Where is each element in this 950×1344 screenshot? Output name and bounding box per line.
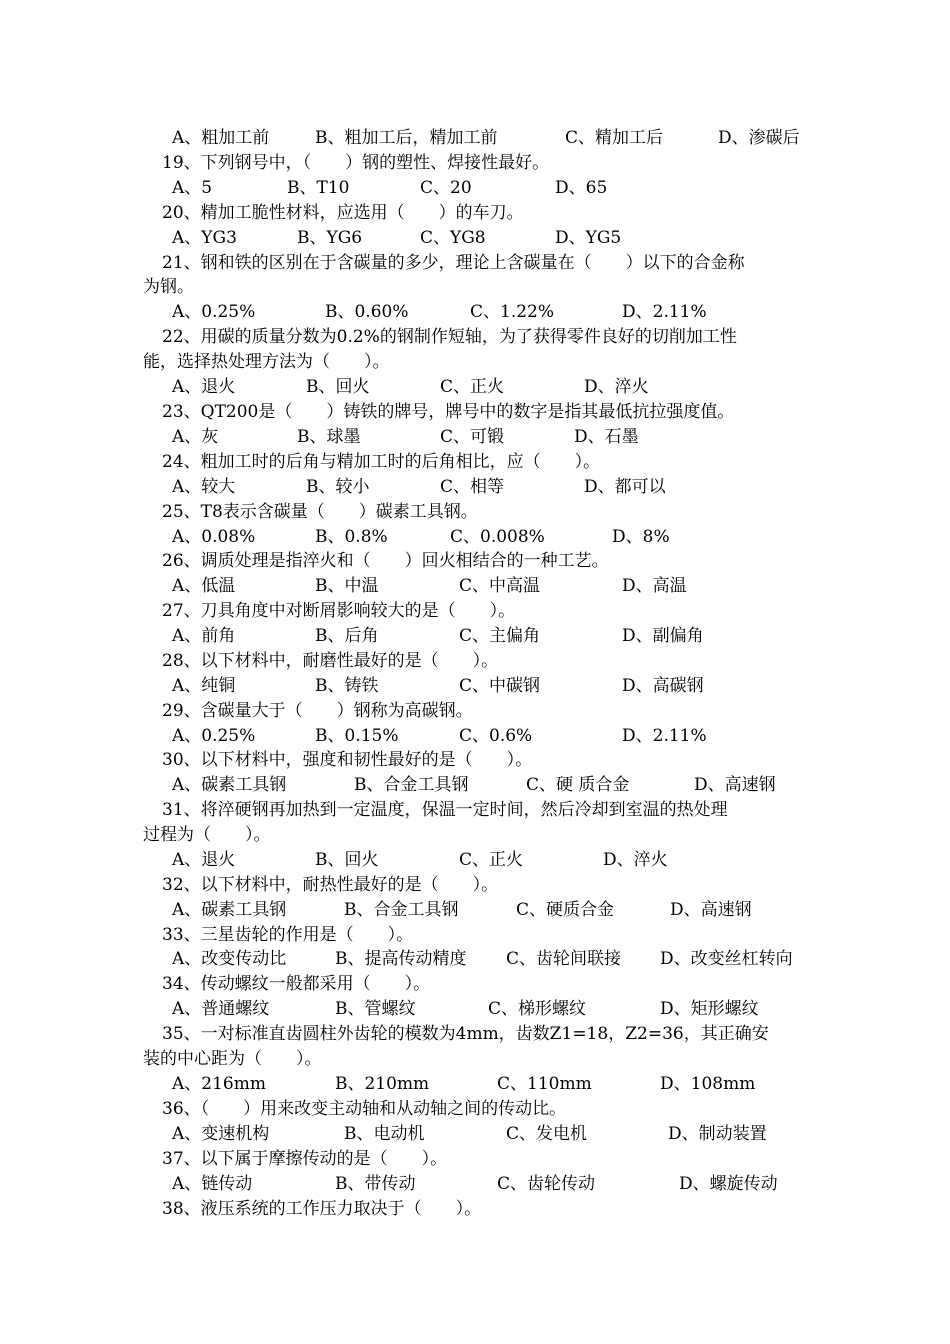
option-b: B、提高传动精度	[335, 949, 467, 969]
option-b: B、210mm	[335, 1074, 430, 1094]
option-row	[0, 425, 950, 449]
question-36	[0, 1097, 950, 1121]
option-a: A、普通螺纹	[172, 999, 270, 1019]
option-b: B、后角	[315, 626, 379, 646]
question-37	[0, 1147, 950, 1171]
option-a: A、改变传动比	[172, 949, 287, 969]
option-a: A、粗加工前	[172, 128, 270, 148]
question-22-cont	[0, 350, 950, 374]
question-32	[0, 873, 950, 897]
question-25	[0, 500, 950, 524]
option-row	[0, 674, 950, 698]
question-text: 能，选择热处理方法为（ ）。	[143, 352, 390, 372]
option-a: A、低温	[172, 576, 236, 596]
option-d: D、2.11%	[622, 302, 707, 322]
option-d: D、淬火	[584, 377, 649, 397]
question-text: 19、下列钢号中，（ ）钢的塑性、焊接性最好。	[162, 153, 550, 173]
option-b: B、回火	[315, 850, 379, 870]
question-30	[0, 748, 950, 772]
question-text: 25、T8表示含碳量（ ）碳素工具钢。	[162, 502, 478, 522]
option-row	[0, 724, 950, 748]
question-text: 30、以下材料中，强度和韧性最好的是（ ）。	[162, 750, 533, 770]
option-a: A、链传动	[172, 1174, 253, 1194]
option-d: D、108mm	[660, 1074, 756, 1094]
option-b: B、粗加工后，精加工前	[315, 128, 498, 148]
question-31	[0, 798, 950, 822]
option-a: A、碳素工具钢	[172, 900, 287, 920]
option-a: A、前角	[172, 626, 236, 646]
option-d: D、65	[555, 178, 608, 198]
question-text: 31、将淬硬钢再加热到一定温度，保温一定时间，然后冷却到室温的热处理	[162, 800, 728, 820]
option-c: C、20	[420, 178, 472, 198]
question-34	[0, 972, 950, 996]
question-text: 28、以下材料中，耐磨性最好的是（ ）。	[162, 651, 499, 671]
option-d: D、高速钢	[670, 900, 752, 920]
option-a: A、较大	[172, 477, 236, 497]
question-text: 26、调质处理是指淬火和（ ）回火相结合的一种工艺。	[162, 551, 609, 571]
question-text: 20、精加工脆性材料，应选用（ ）的车刀。	[162, 203, 524, 223]
question-19	[0, 151, 950, 175]
option-a: A、5	[172, 178, 213, 198]
option-row	[0, 1122, 950, 1146]
option-row	[0, 375, 950, 399]
question-text: 36、（ ）用来改变主动轴和从动轴之间的传动比。	[162, 1099, 567, 1119]
option-c: C、1.22%	[470, 302, 555, 322]
option-d: D、高碳钢	[622, 676, 704, 696]
option-d: D、螺旋传动	[679, 1174, 778, 1194]
option-a: A、变速机构	[172, 1124, 270, 1144]
option-b: B、合金工具钢	[354, 775, 469, 795]
option-c: C、硬 质合金	[526, 775, 630, 795]
option-row	[0, 574, 950, 598]
option-c: C、正火	[459, 850, 524, 870]
question-33	[0, 923, 950, 947]
option-c: C、梯形螺纹	[488, 999, 587, 1019]
option-b: B、电动机	[344, 1124, 425, 1144]
option-d: D、渗碳后	[718, 128, 800, 148]
option-b: B、较小	[306, 477, 370, 497]
option-row	[0, 525, 950, 549]
option-a: A、退火	[172, 850, 236, 870]
question-text: 27、刀具角度中对断屑影响较大的是（ ）。	[162, 601, 516, 621]
option-c: C、中高温	[459, 576, 541, 596]
option-c: C、中碳钢	[459, 676, 541, 696]
option-row	[0, 300, 950, 324]
option-d: D、改变丝杠转向	[660, 949, 793, 969]
option-b: B、0.15%	[315, 726, 399, 746]
option-d: D、矩形螺纹	[660, 999, 759, 1019]
option-c: C、正火	[440, 377, 505, 397]
question-28	[0, 649, 950, 673]
option-b: B、中温	[315, 576, 379, 596]
option-d: D、高速钢	[694, 775, 776, 795]
question-24	[0, 450, 950, 474]
option-b: B、YG6	[297, 228, 363, 248]
option-row	[0, 624, 950, 648]
question-text: 38、液压系统的工作压力取决于（ ）。	[162, 1199, 482, 1219]
option-b: B、合金工具钢	[344, 900, 459, 920]
question-text: 23、QT200是（ ）铸铁的牌号，牌号中的数字是指其最低抗拉强度值。	[162, 402, 735, 422]
option-c: C、0.008%	[450, 527, 545, 547]
option-b: B、0.60%	[325, 302, 409, 322]
question-22	[0, 325, 950, 349]
option-a: A、YG3	[172, 228, 237, 248]
question-29	[0, 699, 950, 723]
option-b: B、T10	[287, 178, 350, 198]
option-d: D、高温	[622, 576, 687, 596]
option-a: A、碳素工具钢	[172, 775, 287, 795]
option-a: A、退火	[172, 377, 236, 397]
question-21	[0, 251, 950, 275]
option-d: D、淬火	[603, 850, 668, 870]
question-35	[0, 1022, 950, 1046]
question-31-cont	[0, 823, 950, 847]
option-b: B、带传动	[335, 1174, 416, 1194]
option-c: C、相等	[440, 477, 505, 497]
option-d: D、2.11%	[622, 726, 707, 746]
option-row	[0, 1172, 950, 1196]
option-d: D、石墨	[574, 427, 639, 447]
question-text: 装的中心距为（ ）。	[143, 1049, 322, 1069]
option-c: C、发电机	[506, 1124, 588, 1144]
option-c: C、齿轮间联接	[506, 949, 622, 969]
question-text: 33、三星齿轮的作用是（ ）。	[162, 925, 414, 945]
question-27	[0, 599, 950, 623]
option-row	[0, 126, 950, 150]
option-c: C、可锻	[440, 427, 505, 447]
option-c: C、110mm	[497, 1074, 592, 1094]
option-c: C、主偏角	[459, 626, 541, 646]
option-c: C、YG8	[420, 228, 486, 248]
option-row	[0, 997, 950, 1021]
option-c: C、齿轮传动	[497, 1174, 596, 1194]
option-d: D、YG5	[555, 228, 622, 248]
option-b: B、管螺纹	[335, 999, 416, 1019]
question-text: 22、用碳的质量分数为0.2%的钢制作短轴，为了获得零件良好的切削加工性	[162, 327, 737, 347]
option-d: D、都可以	[584, 477, 666, 497]
question-35-cont	[0, 1047, 950, 1071]
question-text: 29、含碳量大于（ ）钢称为高碳钢。	[162, 701, 473, 721]
question-26	[0, 549, 950, 573]
question-text: 32、以下材料中，耐热性最好的是（ ）。	[162, 875, 499, 895]
question-38	[0, 1197, 950, 1221]
option-a: A、0.25%	[172, 302, 256, 322]
question-text: 24、粗加工时的后角与精加工时的后角相比，应（ ）。	[162, 452, 601, 472]
question-text: 21、钢和铁的区别在于含碳量的多少，理论上含碳量在（ ）以下的合金称	[162, 253, 745, 273]
option-row	[0, 475, 950, 499]
option-a: A、216mm	[172, 1074, 266, 1094]
option-a: A、纯铜	[172, 676, 236, 696]
option-b: B、回火	[306, 377, 370, 397]
question-23	[0, 400, 950, 424]
question-21-cont	[0, 275, 950, 299]
option-b: B、球墨	[297, 427, 361, 447]
option-a: A、灰	[172, 427, 219, 447]
option-a: A、0.08%	[172, 527, 256, 547]
question-20	[0, 201, 950, 225]
option-d: D、8%	[612, 527, 670, 547]
option-b: B、0.8%	[315, 527, 388, 547]
option-c: C、硬质合金	[516, 900, 615, 920]
option-row	[0, 176, 950, 200]
option-row	[0, 898, 950, 922]
option-b: B、铸铁	[315, 676, 379, 696]
option-row	[0, 848, 950, 872]
option-d: D、制动装置	[668, 1124, 767, 1144]
option-c: C、0.6%	[459, 726, 533, 746]
option-a: A、0.25%	[172, 726, 256, 746]
option-row	[0, 226, 950, 250]
question-text: 37、以下属于摩擦传动的是（ ）。	[162, 1149, 448, 1169]
question-text: 为钢。	[143, 277, 194, 297]
option-c: C、精加工后	[565, 128, 664, 148]
question-text: 35、一对标准直齿圆柱外齿轮的模数为4mm，齿数Z1=18，Z2=36，其正确安	[162, 1024, 769, 1044]
option-row	[0, 773, 950, 797]
question-text: 34、传动螺纹一般都采用（ ）。	[162, 974, 431, 994]
option-d: D、副偏角	[622, 626, 704, 646]
option-row	[0, 947, 950, 971]
option-row	[0, 1072, 950, 1096]
question-text: 过程为（ ）。	[143, 825, 271, 845]
